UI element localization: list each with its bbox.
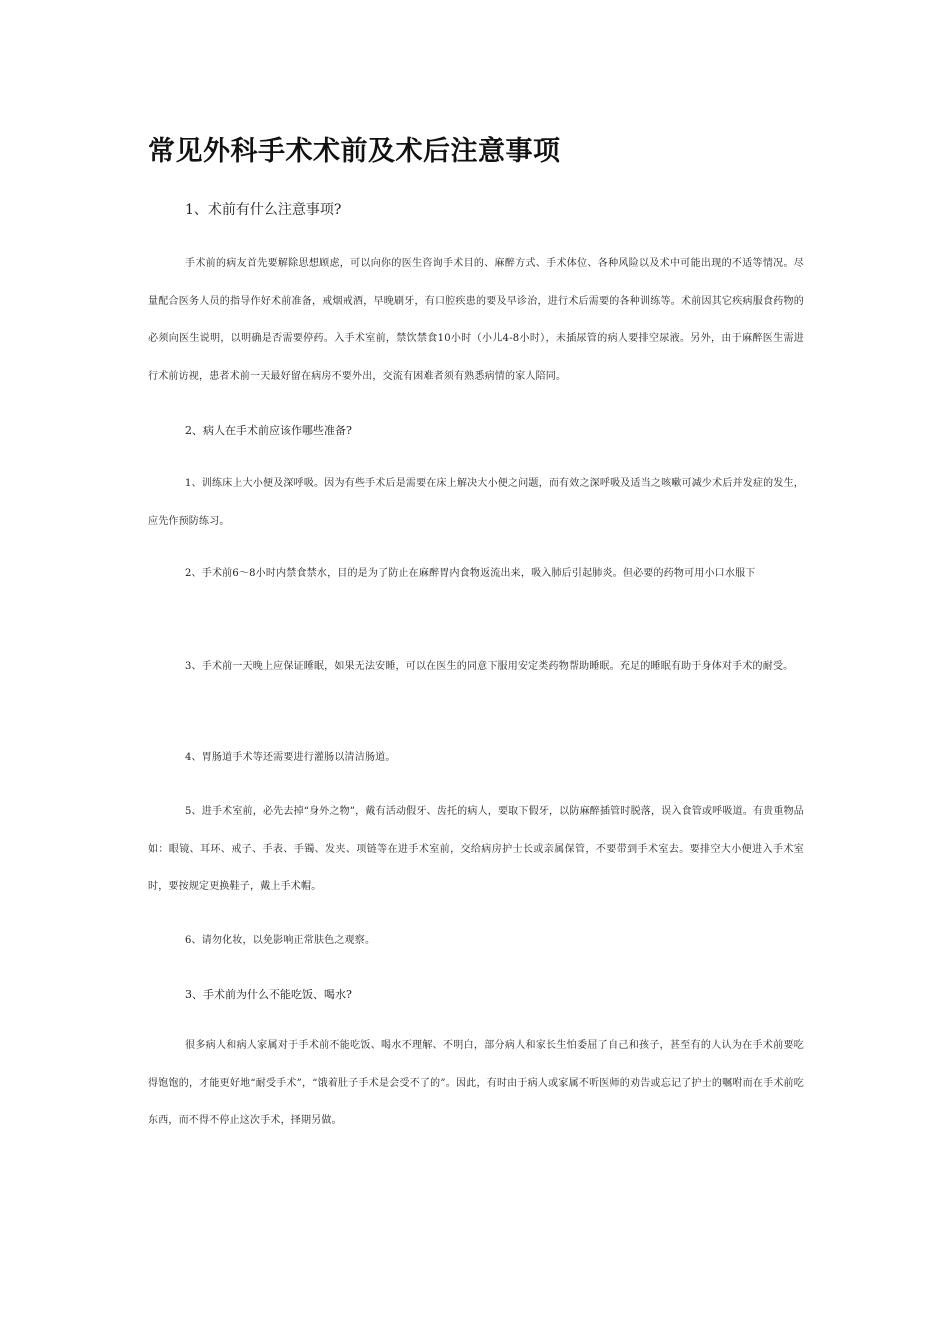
paragraph: 5、进手术室前，必先去掉“身外之物”，戴有活动假牙、齿托的病人，要取下假牙，以防麻醉插管时脱落，误入食管或呼吸道。有贵重物品如：眼镜、耳环、戒子、手表、手镯、发夹、项链等在进手术室前，交给病房护士长或亲属保管，不要带到手术室去。要排空大小便进入手术室时，要按规定更换鞋子，戴上手术帽。 (148, 806, 804, 892)
paragraph: 3、手术前一天晚上应保证睡眠，如果无法安睡，可以在医生的同意下服用安定类药物帮助睡眠。充足的睡眠有助于身体对手术的耐受。 (185, 661, 794, 672)
page-title: 常见外科手术术前及术后注意事项 (148, 136, 561, 167)
section-heading-3: 3、手术前为什么不能吃饭、喝水? (185, 988, 352, 1001)
paragraph: 6、请勿化妆，以免影响正常肤色之观察。 (185, 935, 376, 946)
section-heading-2: 2、病人在手术前应该作哪些准备? (185, 424, 352, 437)
paragraph: 手术前的病友首先要解除思想顾虑，可以向你的医生咨询手术目的、麻醉方式、手术体位、各种风险以及术中可能出现的不适等情况。尽量配合医务人员的指导作好术前准备，戒烟戒酒，早晚刷牙，有口腔疾患的要及早诊治，进行术后需要的各种训练等。术前因其它疾病服食药物的必须向医生说明，以明确是否需要停药。入手术室前，禁饮禁食10小时（小儿4-8小时），未插尿管的病人要排空尿液。另外，由于麻醉医生需进行术前访视，患者术前一天最好留在病房不要外出，交流有困难者须有熟悉病情的家人陪同。 (148, 258, 804, 382)
paragraph: 4、胃肠道手术等还需要进行灌肠以清洁肠道。 (185, 752, 396, 763)
paragraph: 很多病人和病人家属对于手术前不能吃饭、喝水不理解、不明白，部分病人和家长生怕委屈了自己和孩子，甚至有的人认为在手术前要吃得饱饱的，才能更好地“耐受手术”，“饿着肚子手术是会受不了的”。因此，有时由于病人或家属不听医师的劝告或忘记了护士的嘱咐而在手术前吃东西，而不得不停止这次手术，择期另做。 (148, 1040, 804, 1126)
paragraph: 1、训练床上大小便及深呼吸。因为有些手术后是需要在床上解决大小便之问题，而有效之深呼吸及适当之咳嗽可减少术后并发症的发生，应先作预防练习。 (148, 478, 804, 527)
section-heading-1: 1、术前有什么注意事项? (185, 202, 342, 218)
paragraph: 2、手术前6～8小时内禁食禁水，目的是为了防止在麻醉胃内食物返流出来，吸入肺后引起肺炎。但必要的药物可用小口水服下 (185, 568, 756, 579)
